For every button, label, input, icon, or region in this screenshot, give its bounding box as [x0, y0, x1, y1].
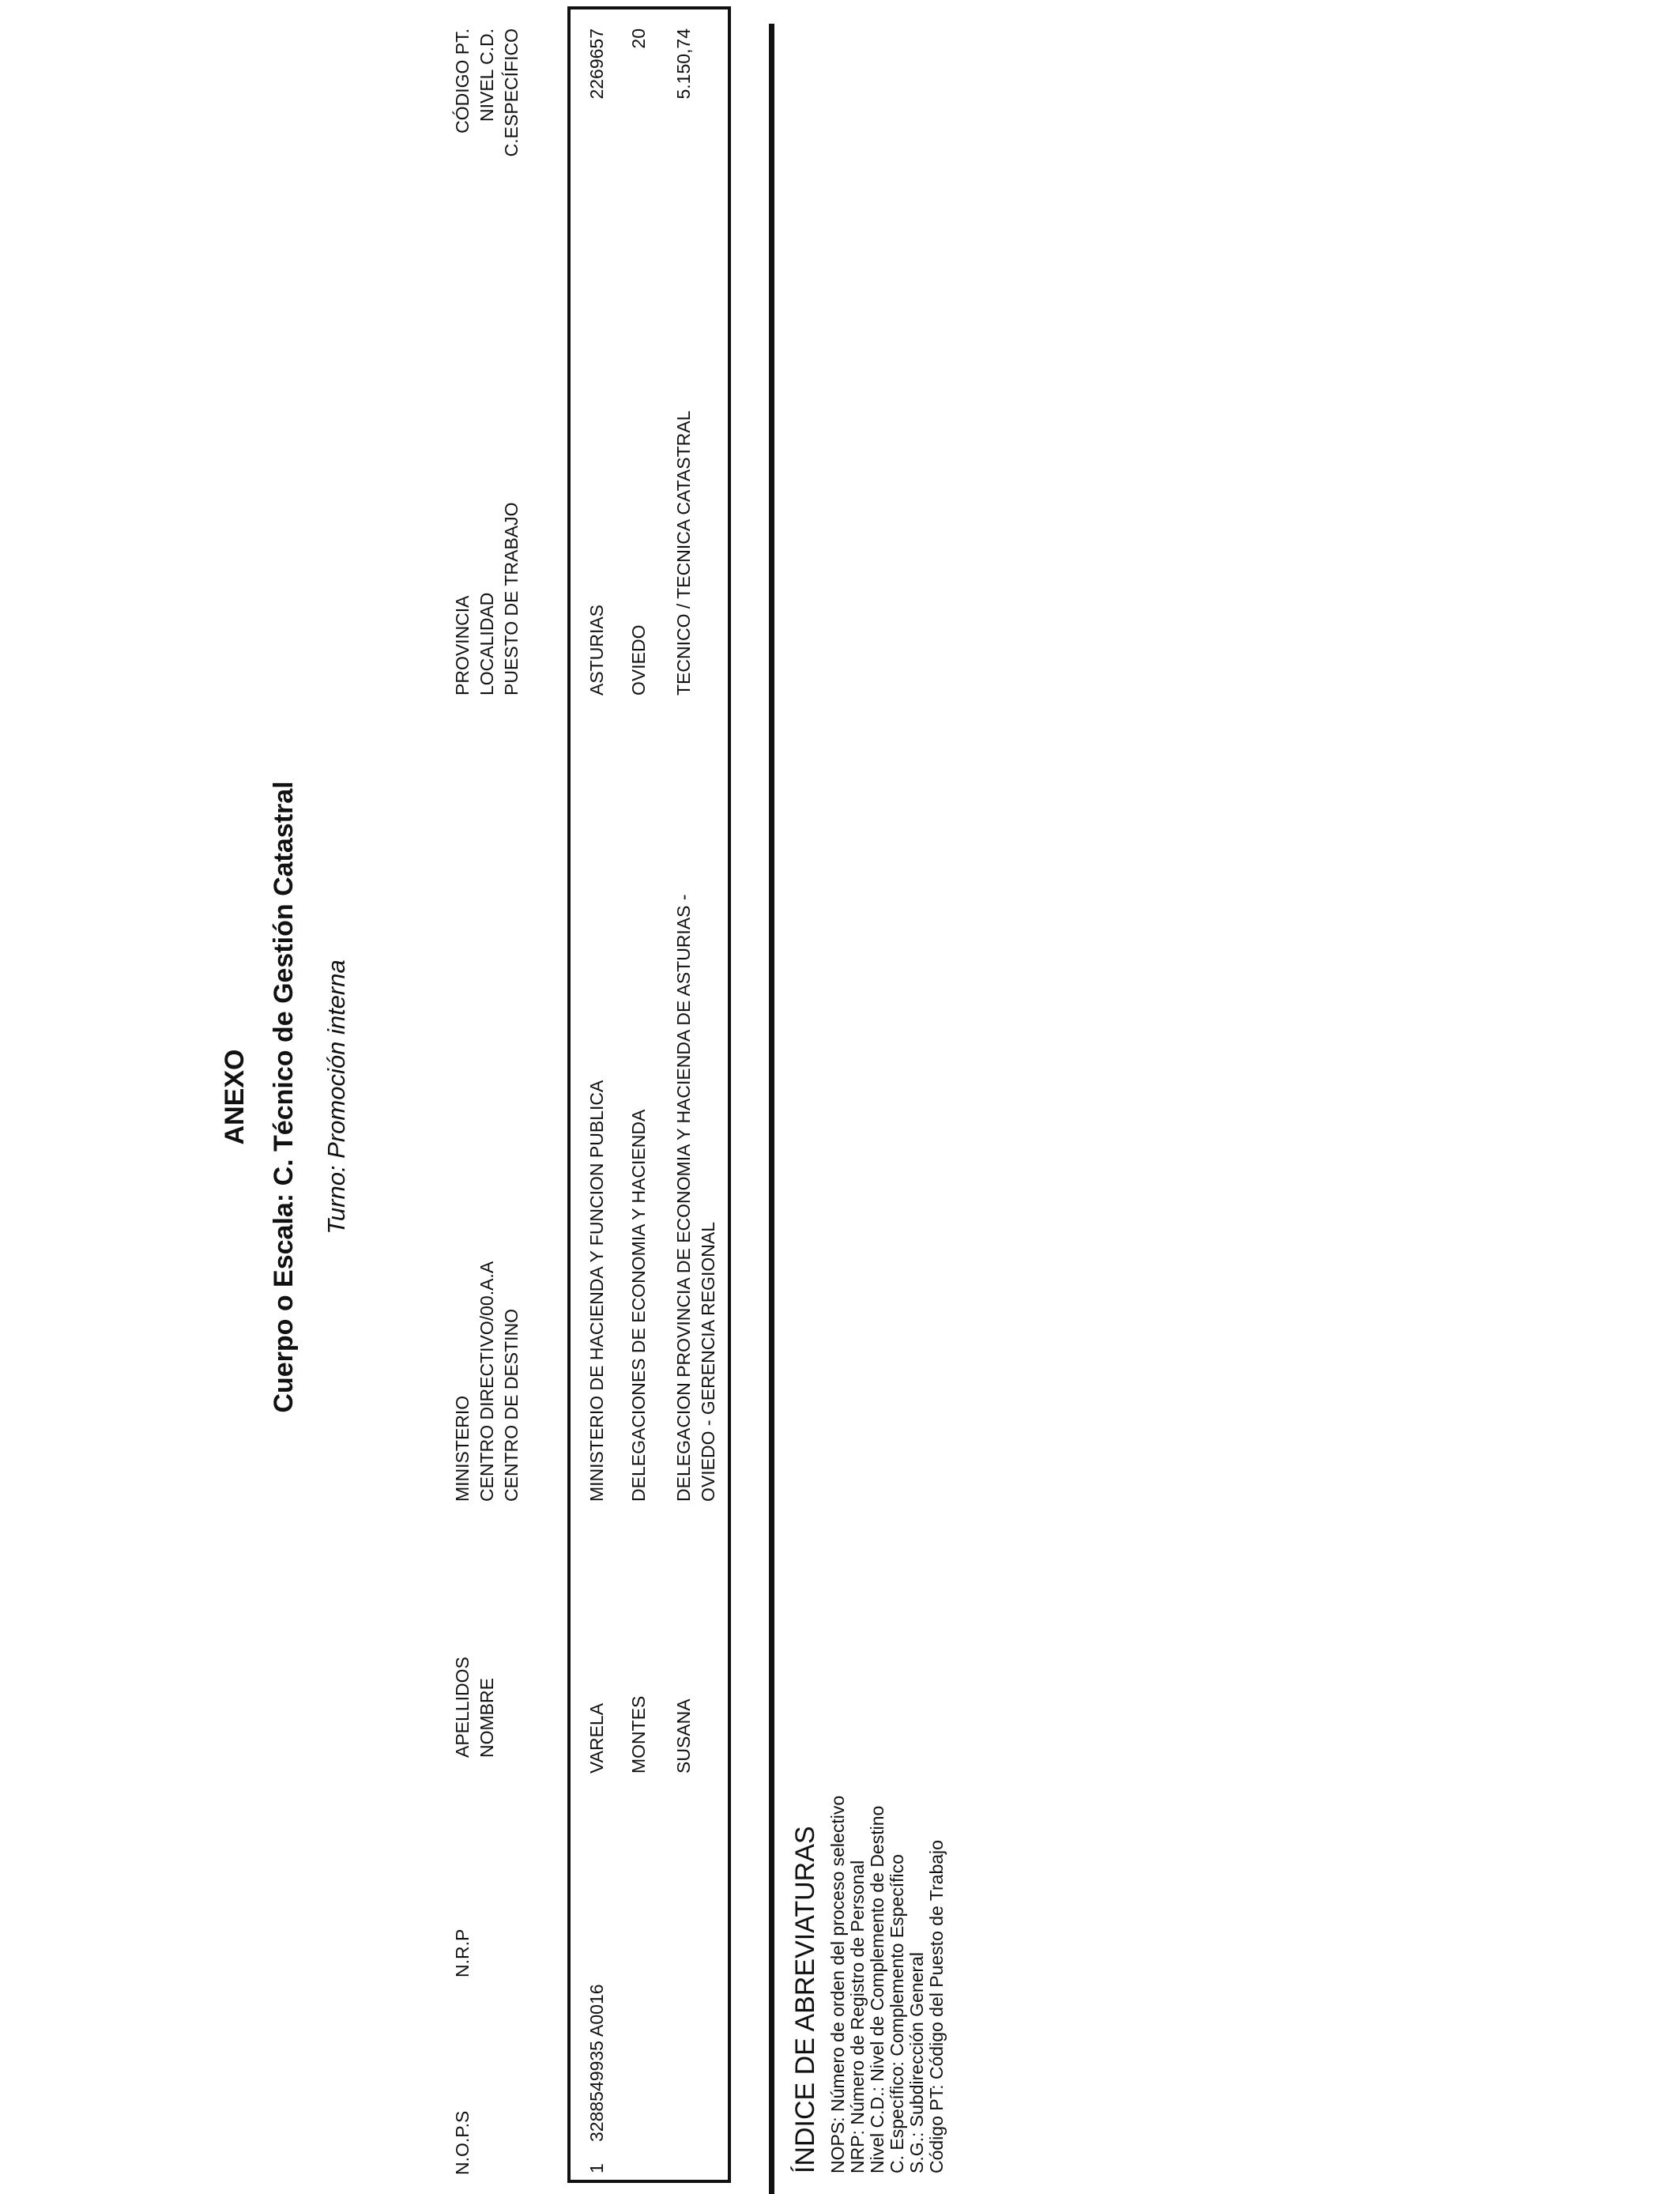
abbreviation-item: S.G.: Subdirección General: [906, 1952, 927, 2173]
header-provincia-line3: PUESTO DE TRABAJO: [501, 502, 522, 696]
cell-provincia: ASTURIAS: [586, 604, 607, 696]
abbreviation-item: NRP: Número de Registro de Personal: [847, 1860, 868, 2173]
cell-codigo-pt: 2269657: [586, 28, 607, 100]
cell-centro-destino-line1: DELEGACION PROVINCIA DE ECONOMIA Y HACIENDA DE ASTURIAS -: [673, 894, 694, 1502]
cell-centro-destino: [672, 894, 721, 1502]
page-title: ANEXO: [220, 1049, 250, 1145]
header-provincia-line1: PROVINCIA: [452, 595, 473, 696]
header-provincia-line2: LOCALIDAD: [477, 592, 497, 696]
cell-apellido-1: VARELA: [586, 1702, 607, 1774]
separator-rule: [769, 24, 774, 2194]
header-nrp: N.R.P: [452, 1928, 473, 1977]
page-subtitle: Cuerpo o Escala: C. Técnico de Gestión Catastral: [269, 781, 299, 1413]
header-nops: N.O.P.S: [452, 2110, 473, 2175]
cell-centro-destino-line2: OVIEDO - GERENCIA REGIONAL: [698, 1221, 718, 1502]
abbreviation-item: NOPS: Número de orden del proceso selectivo: [827, 1795, 848, 2173]
header-codigo-line1: CÓDIGO PT.: [452, 28, 473, 134]
cell-nivel-cd: 20: [628, 28, 649, 49]
abbreviations-list: [828, 1796, 947, 2173]
cell-nombre: SUSANA: [673, 1698, 694, 1774]
header-ministerio-line2: CENTRO DIRECTIVO/00.A.A: [477, 1261, 497, 1502]
header-codigo-line2: NIVEL C.D.: [477, 28, 497, 123]
header-ministerio-line1: MINISTERIO: [452, 1395, 473, 1502]
turno-label: Turno: Promoción interna: [322, 959, 350, 1235]
cell-nops: 1: [586, 2163, 607, 2173]
cell-nrp: 3288549935 A0016: [586, 1984, 607, 2142]
cell-puesto: TECNICO / TECNICA CATASTRAL: [673, 410, 694, 696]
abbreviation-item: Código PT: Código del Puesto de Trabajo: [926, 1840, 947, 2173]
abbreviation-item: Nivel C.D.: Nivel de Complemento de Destino: [867, 1805, 887, 2173]
header-apellidos: [450, 1657, 499, 1758]
cell-centro-directivo: DELEGACIONES DE ECONOMIA Y HACIENDA: [628, 1109, 649, 1502]
cell-apellido-2: MONTES: [628, 1695, 649, 1774]
header-provincia: [450, 502, 524, 696]
header-codigo-line3: C.ESPECÍFICO: [501, 28, 522, 157]
header-codigo: [450, 28, 524, 202]
header-apellidos-line1: APELLIDOS: [452, 1657, 473, 1758]
cell-c-especifico: 5.150,74: [673, 28, 694, 100]
header-apellidos-line2: NOMBRE: [477, 1678, 497, 1758]
cell-localidad: OVIEDO: [628, 624, 649, 696]
cell-ministerio: MINISTERIO DE HACIENDA Y FUNCION PUBLICA: [586, 1080, 607, 1502]
header-ministerio-line3: CENTRO DE DESTINO: [501, 1308, 522, 1502]
abbreviations-title: ÍNDICE DE ABREVIATURAS: [790, 1826, 820, 2173]
abbreviation-item: C. Específico: Complemento Específico: [887, 1854, 907, 2173]
header-ministerio: [450, 1261, 524, 1502]
